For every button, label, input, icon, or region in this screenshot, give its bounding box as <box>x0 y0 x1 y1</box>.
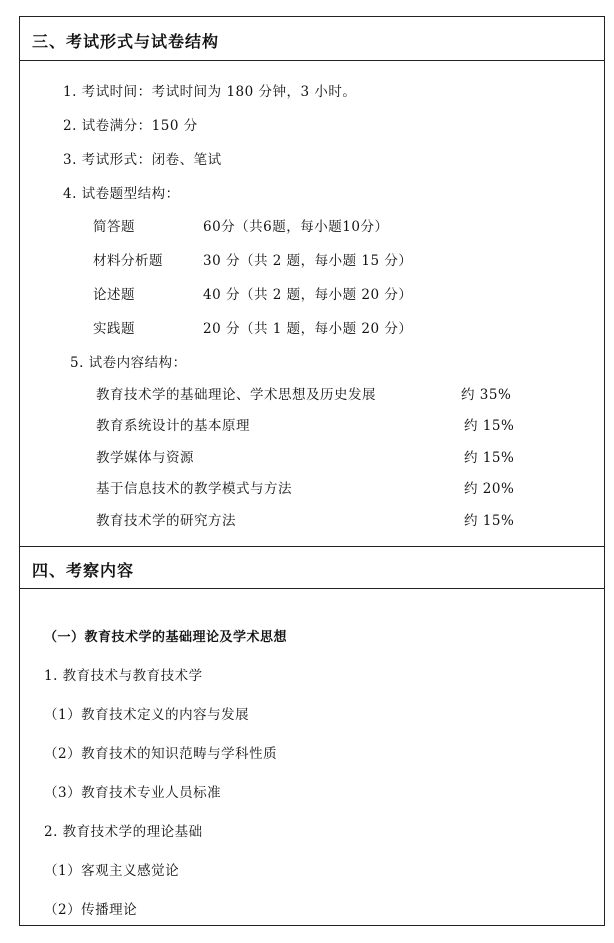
question-type-detail: 30 分（共 2 题，每小题 15 分） <box>203 253 413 269</box>
content-ratio: 约 15% <box>464 418 515 434</box>
question-type-name: 论述题 <box>93 287 135 303</box>
section3-heading: 三、考试形式与试卷结构 <box>32 32 220 51</box>
question-structure-item: 4. 试卷题型结构： <box>63 186 180 202</box>
content-topic: 教育技术学的研究方法 <box>96 513 236 529</box>
question-type-name: 材料分析题 <box>93 253 163 269</box>
content-topic: 教育技术学的基础理论、学术思想及历史发展 <box>96 387 376 403</box>
question-type-detail: 20 分（共 1 题，每小题 20 分） <box>203 321 413 337</box>
content-line: （1）客观主义感觉论 <box>44 863 180 879</box>
content-structure-heading: 5. 试卷内容结构： <box>70 355 187 371</box>
content-line: （3）教育技术专业人员标准 <box>44 785 222 801</box>
content-topic: 教学媒体与资源 <box>96 450 194 466</box>
question-type-detail: 60分（共6题，每小题10分） <box>203 219 389 235</box>
content-ratio: 约 15% <box>464 513 515 529</box>
content-ratio: 约 35% <box>461 387 512 403</box>
section4-subheading: （一）教育技术学的基础理论及学术思想 <box>44 630 288 645</box>
section3-header-divider <box>19 60 605 61</box>
section4-top-divider <box>19 546 605 547</box>
content-line: （1）教育技术定义的内容与发展 <box>44 707 250 723</box>
question-type-name: 简答题 <box>93 219 135 235</box>
content-topic: 教育系统设计的基本原理 <box>96 418 250 434</box>
content-line: （2）教育技术的知识范畴与学科性质 <box>44 746 278 762</box>
full-score-item: 2. 试卷满分：150 分 <box>63 118 198 134</box>
question-type-name: 实践题 <box>93 321 135 337</box>
content-topic: 基于信息技术的教学模式与方法 <box>96 481 292 497</box>
content-ratio: 约 15% <box>464 450 515 466</box>
question-type-detail: 40 分（共 2 题，每小题 20 分） <box>203 287 413 303</box>
section4-heading: 四、考察内容 <box>32 561 135 580</box>
content-line: （2）传播理论 <box>44 902 138 918</box>
content-line: 1. 教育技术与教育技术学 <box>44 668 203 684</box>
exam-format-item: 3. 考试形式：闭卷、笔试 <box>63 152 222 168</box>
exam-time-item: 1. 考试时间：考试时间为 180 分钟，3 小时。 <box>63 84 357 100</box>
content-ratio: 约 20% <box>464 481 515 497</box>
content-line: 2. 教育技术学的理论基础 <box>44 824 203 840</box>
section4-header-divider <box>19 588 605 589</box>
